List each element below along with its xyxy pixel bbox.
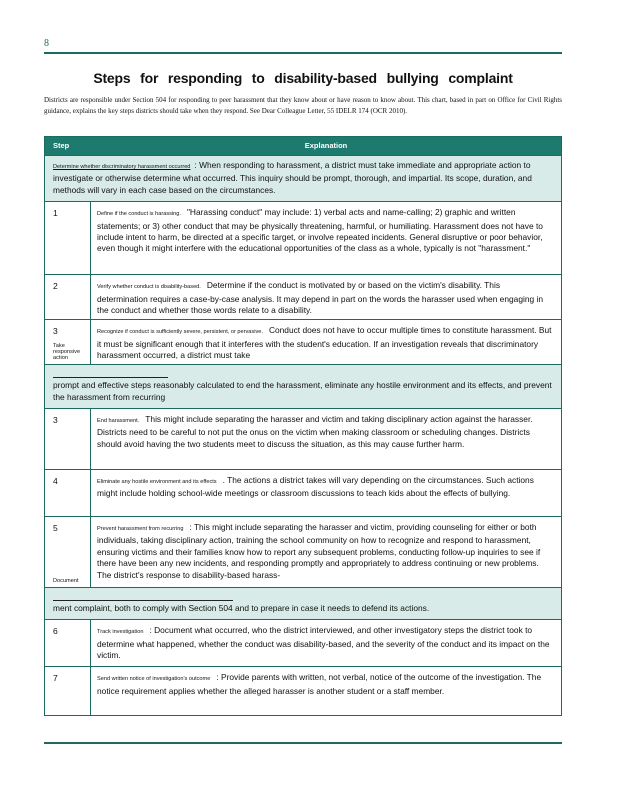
step-text: : Document what occurred, who the district interviewed, and other investigatory steps the district took to determine what happened, whether the conduct was disability-based, and the severity of the conduct and its impact on the victim.: [97, 625, 550, 661]
table-header: [45, 137, 561, 155]
band-underline: [53, 592, 233, 601]
step-text: "Harassing conduct" may include: 1) verbal acts and name-calling; 2) graphic and written statements; or 3) other conduct that may be physically threatening, harmful, or humiliating. Harassment does not have to include intent to harm, be directed at a specific target, or involve repeated incidents. General disruptive or poor behavior, even though it might interfere with the educational opportunities of the class as a whole, typically is not "harassment.": [97, 207, 543, 254]
section-band-document: [45, 587, 561, 619]
step-explanation: [91, 409, 561, 469]
table-row: [45, 274, 561, 319]
step-lead: Track investigation: [97, 629, 144, 636]
band-text: ment complaint, both to comply with Section 504 and to prepare in case it needs to defend its actions.: [53, 603, 430, 614]
step-text: Determine if the conduct is motivated by or based on the victim's disability. This determination requires a case-by-case analysis. It may depend in part on the words the harasser used when engaging in the conduct and whether those words relate to a disability.: [97, 280, 543, 316]
top-rule: [44, 52, 562, 54]
step-sidenote: Take responsive action: [53, 343, 81, 362]
step-text: : Provide parents with written, not verbal, notice of the outcome of the investigation. The notice requirement applies whether the alleged harasser is another student or a staff member.: [97, 672, 542, 696]
band-text: : When responding to harassment, a district must take immediate and appropriate action to investigate or otherwise determine what occurred. This inquiry should be prompt, thorough, and impartial. Its scope, duration, and methods will vary in each case based on the circumstances.: [53, 160, 532, 195]
step-explanation: [91, 202, 561, 274]
table-row: [45, 619, 561, 666]
band-lead: Determine whether discriminatory harassment occurred: [53, 164, 191, 170]
step-text: This might include separating the harasser and victim and taking disciplinary action against the harasser. Districts need to be careful to not put the onus on the victim when making classroom or scheduling changes. Districts should avoid having the two students meet to discuss the situation, as this may cause further harm.: [97, 414, 533, 449]
step-explanation: [91, 275, 561, 319]
step-lead: End harassment.: [97, 418, 140, 425]
table-row: [45, 408, 561, 469]
intro-paragraph: Districts are responsible under Section 504 for responding to peer harassment that they know about or have reason to know about. This chart, based in part on Office for Civil Rights guidance, explains the key steps districts should take when they respond. See Dear Colleague Letter, 55 IDELR 174 (OCR 2010).: [44, 96, 562, 115]
step-number-value: 5: [53, 523, 58, 534]
table-row: [45, 666, 561, 715]
page-number: 8: [44, 38, 49, 49]
step-number: 6: [45, 620, 91, 666]
step-lead: Eliminate any hostile environment and its effects: [97, 479, 217, 486]
table-row: [45, 469, 561, 516]
step-explanation: [91, 620, 561, 666]
step-number: 7: [45, 667, 91, 715]
table-row: [45, 516, 561, 587]
table-row: [45, 319, 561, 364]
step-lead: Recognize if conduct is sufficiently severe, persistent, or pervasive.: [97, 329, 263, 336]
step-text: . The actions a district takes will vary depending on the circumstances. Such actions might include holding school-wide meetings or classroom discussions to teach kids about the effects of bullying.: [97, 475, 534, 499]
step-number: [45, 517, 91, 587]
table-row: [45, 201, 561, 274]
section-band-determine: [45, 155, 561, 201]
step-lead: Define if the conduct is harassing.: [97, 211, 181, 218]
step-number: 2: [45, 275, 91, 319]
page-title: Steps for responding to disability-based bullying complaint: [93, 70, 513, 86]
step-sidenote: Document: [53, 578, 79, 585]
step-explanation: [91, 320, 561, 364]
step-number-value: 3: [53, 326, 58, 337]
band-underline: [53, 369, 168, 378]
step-text: : This might include separating the harasser and victim, providing counseling for either or both individuals, taking disciplinary action, training the school community on how to recognize and respond to harassment, ensuring victims and their families know how to report any subsequent problems, conducting follow-up inquiries to see if there have been any new incidents, and responding promptly and appropriately to address continuing or new problems. The district's response to disability-based harass-: [97, 522, 541, 580]
step-lead: Verify whether conduct is disability-based.: [97, 284, 201, 291]
step-number: 4: [45, 470, 91, 516]
band-text: prompt and effective steps reasonably calculated to end the harassment, eliminate any hostile environment and its effects, and prevent the harassment from recurring: [53, 380, 552, 402]
step-lead: Send written notice of investigation's outcome: [97, 676, 211, 683]
section-band-respond: [45, 364, 561, 408]
step-explanation: [91, 470, 561, 516]
step-text: Conduct does not have to occur multiple times to constitute harassment. But it must be significant enough that it interferes with the student's education. If an investigation reveals that discriminatory harassment occurred, a district must take: [97, 325, 552, 361]
step-number: 1: [45, 202, 91, 274]
step-number: 3: [45, 409, 91, 469]
header-explanation: Explanation: [304, 141, 348, 150]
step-explanation: [91, 517, 561, 587]
step-explanation: [91, 667, 561, 715]
step-lead: Prevent harassment from recurring: [97, 526, 184, 533]
bottom-rule: [44, 742, 562, 744]
steps-table: [44, 136, 562, 716]
step-number: [45, 320, 91, 364]
header-step: Step: [53, 141, 70, 150]
